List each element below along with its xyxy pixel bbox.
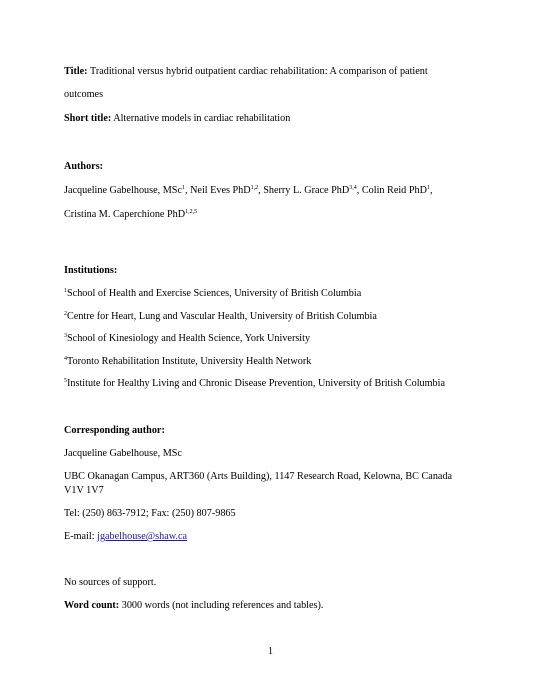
author-separator: ,	[429, 185, 433, 196]
author-affiliation: 3,4	[349, 185, 357, 191]
author-affiliation: 1	[426, 185, 430, 191]
institutions-heading: Institutions:	[64, 265, 118, 276]
author-affiliation: 1,2,5	[185, 209, 198, 215]
title-label: Title:	[64, 66, 88, 77]
support-statement: No sources of support.	[64, 577, 157, 588]
institution-text: Centre for Heart, Lung and Vascular Health, University of British Columbia	[67, 311, 377, 322]
author-name: Cristina M. Caperchione PhD	[64, 209, 186, 220]
author-separator: ,	[258, 185, 264, 196]
title-text: Traditional versus hybrid outpatient cardiac rehabilitation: A comparison of patient	[89, 66, 428, 77]
institution-item	[64, 356, 311, 368]
word-count-label: Word count:	[64, 600, 120, 611]
corresponding-tel: Tel: (250) 863-7912; Fax: (250) 807-9865	[64, 508, 236, 519]
institution-text: Toronto Rehabilitation Institute, University Health Network	[67, 356, 312, 367]
page-number: 1	[268, 646, 273, 657]
corresponding-address-1: UBC Okanagan Campus, ART360 (Arts Building), 1147 Research Road, Kelowna, BC Canada	[64, 471, 453, 482]
author-name: Colin Reid PhD	[361, 185, 427, 196]
corresponding-heading: Corresponding author:	[64, 425, 165, 436]
word-count-text: 3000 words (not including references and tables).	[119, 600, 324, 611]
institution-text: School of Kinesiology and Health Science, York University	[67, 333, 311, 344]
email-label: E-mail:	[64, 531, 98, 542]
author-affiliation: 1,2	[250, 185, 259, 191]
institution-text: Institute for Healthy Living and Chronic Disease Prevention, University of British Columbia	[67, 378, 446, 389]
author-name: Neil Eves PhD	[190, 185, 251, 196]
title-line	[64, 66, 428, 78]
short-title-text: Alternative models in cardiac rehabilitation	[113, 113, 291, 124]
authors-heading: Authors:	[64, 161, 104, 172]
corresponding-address-2: V1V 1V7	[64, 485, 104, 496]
institution-text: School of Health and Exercise Sciences, University of British Columbia	[67, 288, 362, 299]
institution-item	[64, 311, 377, 323]
institution-number: 2	[64, 311, 67, 317]
author-separator: ,	[356, 185, 362, 196]
corresponding-email-line	[64, 531, 187, 543]
author-name: Sherry L. Grace PhD	[263, 185, 350, 196]
short-title-label: Short title:	[64, 113, 112, 124]
author-name: Jacqueline Gabelhouse, MSc	[64, 185, 182, 196]
short-title-line	[64, 113, 290, 125]
authors-line-1	[64, 185, 433, 197]
title-line-2: outcomes	[64, 89, 104, 100]
institution-item	[64, 378, 445, 390]
institution-number: 3	[64, 333, 67, 339]
word-count-line	[64, 600, 323, 612]
author-affiliation: 1	[181, 185, 185, 191]
institution-number: 4	[64, 356, 67, 362]
institution-number: 5	[64, 378, 67, 384]
institution-item	[64, 288, 361, 300]
institution-number: 1	[64, 288, 67, 294]
corresponding-name: Jacqueline Gabelhouse, MSc	[64, 448, 182, 459]
email-link[interactable]: jgabelhouse@shaw.ca	[97, 531, 188, 542]
authors-line-2	[64, 209, 197, 221]
author-separator: ,	[184, 185, 191, 196]
institution-item	[64, 333, 310, 345]
